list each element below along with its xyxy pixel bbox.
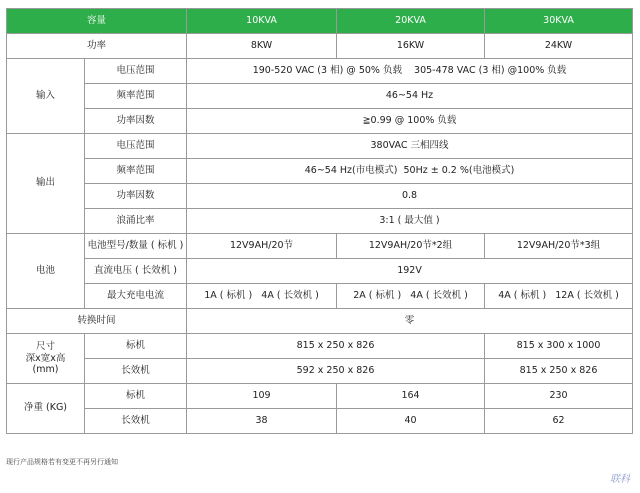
power-20kva: 16KW [337,34,485,59]
output-voltage-row [7,134,633,159]
battery-charge-30kva: 4A ( 标机 ) 12A ( 长效机 ) [485,284,633,309]
battery-dc-label: 直流电压 ( 长效机 ) [85,259,187,284]
weight-long-label: 长效机 [85,409,187,434]
battery-charge-label: 最大充电电流 [85,284,187,309]
input-pf-label: 功率因数 [85,109,187,134]
power-30kva: 24KW [485,34,633,59]
weight-long-30kva: 62 [485,409,633,434]
dimensions-long-30kva: 815 x 250 x 826 [485,359,633,384]
input-group-label: 输入 [7,59,85,134]
input-pf-value: ≧0.99 @ 100% 负载 [187,109,633,134]
dimensions-group-label [7,334,85,384]
battery-dc-value: 192V [187,259,633,284]
dimensions-long-10-20kva: 592 x 250 x 826 [187,359,485,384]
transfer-label: 转换时间 [7,309,187,334]
model-20kva-header: 20KVA [337,9,485,34]
dimensions-standard-30kva: 815 x 300 x 1000 [485,334,633,359]
input-freq-row [7,84,633,109]
input-voltage-value: 190-520 VAC (3 相) @ 50% 负载 305-478 VAC (3 相) @100% 负载 [187,59,633,84]
weight-long-10kva: 38 [187,409,337,434]
output-pf-row [7,184,633,209]
weight-long-20kva: 40 [337,409,485,434]
output-pf-label: 功率因数 [85,184,187,209]
dimensions-standard-10-20kva: 815 x 250 x 826 [187,334,485,359]
output-freq-row [7,159,633,184]
dimensions-standard-label: 标机 [85,334,187,359]
model-30kva-header: 30KVA [485,9,633,34]
power-label: 功率 [7,34,187,59]
output-group-label: 输出 [7,134,85,234]
power-10kva: 8KW [187,34,337,59]
dimensions-long-row [7,359,633,384]
model-10kva-header: 10KVA [187,9,337,34]
output-freq-label: 频率范围 [85,159,187,184]
battery-group-label: 电池 [7,234,85,309]
output-voltage-label: 电压范围 [85,134,187,159]
dimensions-label-line1: 尺寸 [35,340,55,352]
dimensions-standard-row [7,334,633,359]
input-voltage-row [7,59,633,84]
output-voltage-value: 380VAC 三相四线 [187,134,633,159]
dimensions-label-line3: (mm) [32,364,59,376]
spec-table [6,8,633,434]
battery-model-10kva: 12V9AH/20节 [187,234,337,259]
input-voltage-label: 电压范围 [85,59,187,84]
output-crest-label: 浪涌比率 [85,209,187,234]
output-pf-value: 0.8 [187,184,633,209]
footnote: 现行产品规格若有变更不再另行通知 [6,458,118,466]
weight-standard-30kva: 230 [485,384,633,409]
weight-standard-10kva: 109 [187,384,337,409]
output-crest-value: 3:1 ( 最大值 ) [187,209,633,234]
dimensions-long-label: 长效机 [85,359,187,384]
output-crest-row [7,209,633,234]
header-row [7,9,633,34]
weight-standard-20kva: 164 [337,384,485,409]
weight-group-label: 净重 (KG) [7,384,85,434]
watermark: 联科 [610,474,630,485]
battery-model-20kva: 12V9AH/20节*2组 [337,234,485,259]
input-freq-value: 46~54 Hz [187,84,633,109]
transfer-value: 零 [187,309,633,334]
battery-charge-10kva: 1A ( 标机 ) 4A ( 长效机 ) [187,284,337,309]
battery-model-30kva: 12V9AH/20节*3组 [485,234,633,259]
output-freq-value: 46~54 Hz(市电模式) 50Hz ± 0.2 %(电池模式) [187,159,633,184]
battery-model-label: 电池型号/数量 ( 标机 ) [85,234,187,259]
battery-charge-20kva: 2A ( 标机 ) 4A ( 长效机 ) [337,284,485,309]
weight-standard-row [7,384,633,409]
battery-charge-row [7,284,633,309]
input-freq-label: 频率范围 [85,84,187,109]
dimensions-label-line2: 深x宽x高 [25,352,66,364]
power-row [7,34,633,59]
capacity-header: 容量 [7,9,187,34]
battery-model-row [7,234,633,259]
input-pf-row [7,109,633,134]
battery-dc-row [7,259,633,284]
weight-standard-label: 标机 [85,384,187,409]
weight-long-row [7,409,633,434]
transfer-row [7,309,633,334]
